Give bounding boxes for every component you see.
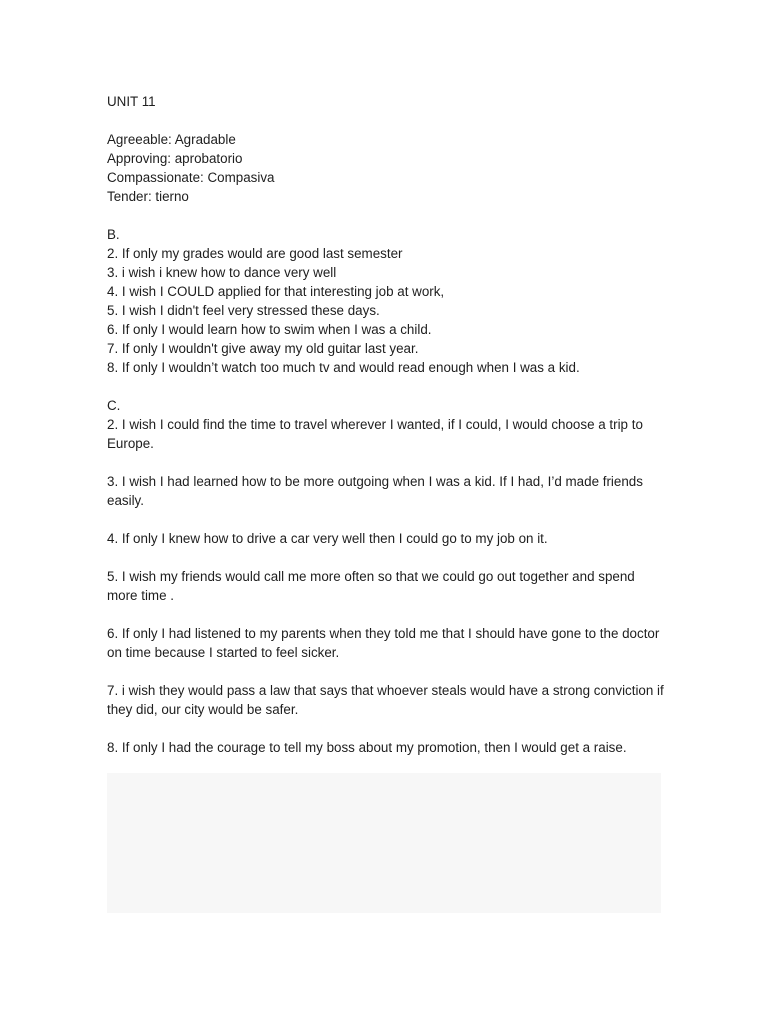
unit-title: UNIT 11 (107, 94, 156, 109)
blank-content-area (107, 773, 661, 913)
section-c-item: 2. I wish I could find the time to travel wherever I wanted, if I could, I would choose a trip to Europe. (107, 417, 643, 451)
section-b-heading: B. (107, 227, 120, 242)
vocabulary-item: Agreeable: Agradable (107, 132, 236, 147)
section-c-item: 7. i wish they would pass a law that says that whoever steals would have a strong conviction if they did, our city would be safer. (107, 683, 664, 717)
section-c (107, 396, 667, 757)
section-b-item: 8. If only I wouldn’t watch too much tv and would read enough when I was a kid. (107, 360, 580, 375)
section-b-item: 3. i wish i knew how to dance very well (107, 265, 337, 280)
section-b-item: 7. If only I wouldn't give away my old guitar last year. (107, 341, 419, 356)
section-b-item: 6. If only I would learn how to swim when I was a child. (107, 322, 432, 337)
vocabulary-item: Compassionate: Compasiva (107, 170, 275, 185)
vocabulary-item: Approving: aprobatorio (107, 151, 243, 166)
vocabulary-list (107, 130, 667, 206)
section-c-item: 6. If only I had listened to my parents when they told me that I should have gone to the doctor on time because I started to feel sicker. (107, 626, 660, 660)
spacer (107, 111, 667, 130)
section-c-item: 3. I wish I had learned how to be more outgoing when I was a kid. If I had, I’d made friends easily. (107, 474, 643, 508)
spacer (107, 377, 667, 396)
spacer (107, 206, 667, 225)
section-c-item: 5. I wish my friends would call me more often so that we could go out together and spend more time . (107, 569, 635, 603)
section-c-heading: C. (107, 398, 121, 413)
section-b (107, 225, 667, 377)
section-c-item: 4. If only I knew how to drive a car very well then I could go to my job on it. (107, 531, 548, 546)
section-b-item: 5. I wish I didn't feel very stressed these days. (107, 303, 380, 318)
section-b-item: 2. If only my grades would are good last semester (107, 246, 403, 261)
vocabulary-item: Tender: tierno (107, 189, 189, 204)
document-page (107, 92, 667, 776)
section-b-item: 4. I wish I COULD applied for that interesting job at work, (107, 284, 445, 299)
section-c-item: 8. If only I had the courage to tell my boss about my promotion, then I would get a raise. (107, 740, 627, 755)
